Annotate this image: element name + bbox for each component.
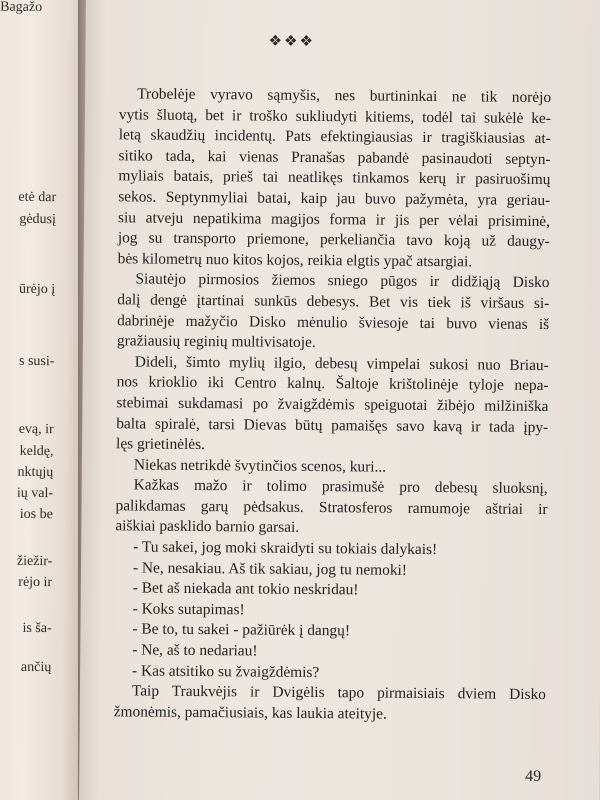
text-line: dalį dengė įtartinai sunkūs debesys. Bet vis tiek iš viršaus si-	[117, 291, 550, 312]
text-line: Niekas netrikdė švytinčios scenos, kuri...	[133, 456, 387, 476]
left-page-fragment: žiežir-	[16, 553, 53, 570]
text-line: myliais batais, prieš tai neatlikęs tinkamos kerų ir pasiruošimų	[118, 167, 551, 189]
text-line: - Tu sakei, jog moki skraidyti su tokiais dalykais!	[133, 538, 438, 559]
left-page-fragment: ūrėjo į	[18, 281, 56, 298]
text-line: palikdamas garų pėdsakus. Stratosferos ramumoje aštriai ir	[115, 497, 548, 518]
text-line: letą skaudžių incidentų. Pats efektingiausias ir tragiškiausias at-	[118, 126, 551, 148]
text-line: sitiko tada, kai vienas Pranašas pabandė pasinaudoti septyn-	[118, 147, 551, 168]
text-line: nos krioklio iki Centro kalnų. Šaltoje krištolinėje tyloje nepa-	[116, 373, 549, 395]
left-page-fragment: nktųjų	[17, 464, 54, 481]
text-line: - Koks sutapimas!	[132, 600, 245, 619]
text-line: balta spiralė, tarsi Dievas būtų pamaišęs savo kavą ir tada įpy-	[116, 414, 549, 436]
text-line: - Kas atsitiko su žvaigždėmis?	[132, 662, 320, 681]
left-page-fragment: keldę,	[19, 443, 54, 460]
left-page-fragment: ančių	[20, 659, 52, 676]
left-page-fragment: gėdusį	[19, 211, 57, 228]
text-line: gražiausių reginių multivisatoje.	[116, 332, 316, 352]
left-page-fragment: is ša-	[22, 620, 52, 637]
text-line: siu atveju nepatikima magijos forma ir jis per vėlai prisiminė,	[117, 208, 551, 230]
left-page-fragment: s susi-	[18, 353, 55, 370]
text-line: - Bet aš niekada ant tokio neskridau!	[132, 579, 359, 599]
left-page-fragment: evą, ir	[18, 421, 54, 438]
text-line: sekos. Septynmyliai batai, kaip jau buvo pažymėta, yra geriau-	[118, 188, 551, 210]
text-line: Trobelėje vyravo sąmyšis, nes burtininkai ne tik norėjo	[137, 85, 552, 107]
section-ornament: ❖❖❖	[268, 33, 316, 50]
left-page-fragment: etė dar	[18, 189, 57, 206]
text-line: - Be to, tu sakei - pažiūrėk į dangų!	[132, 620, 351, 640]
left-page-fragment: ios be	[19, 506, 53, 523]
text-line: žmonėmis, pamačiusiais, kas laukia ateityje.	[113, 703, 387, 723]
left-page-fragment: rėjo ir	[18, 574, 53, 591]
left-page-fragment: ių val-	[16, 485, 54, 502]
text-line: dabrinėje mažyčio Disko mėnulio šviesoje tai buvo vienas iš	[117, 311, 550, 333]
left-page	[0, 0, 88, 800]
text-line: Kažkas mažo ir tolimo prasimušė pro debesų sluoksnį,	[133, 476, 548, 498]
text-line: - Ne, nesakiau. Aš tik sakiau, jog tu nemoki!	[132, 559, 408, 579]
page-number: 49	[525, 767, 542, 786]
text-line: Dideli, šimto mylių ilgio, debesų vimpelai sukosi nuo Briau-	[134, 353, 549, 374]
text-line: bės kilometrų nuo kitos kojos, reikia elgtis ypač atsargiai.	[117, 250, 473, 271]
text-line: lęs grietinėlės.	[116, 435, 206, 454]
left-page-header: Bagažo	[0, 0, 43, 16]
text-line: Siautėjo pirmosios žiemos sniego pūgos ir didžiąją Disko	[135, 270, 550, 292]
text-line: aiškiai pasklido barnio garsai.	[115, 517, 300, 537]
page-text	[114, 84, 552, 726]
text-line: - Ne, aš to nedariau!	[132, 641, 258, 660]
right-page	[79, 0, 600, 800]
text-line: stebimai sukdamasi po žvaigždėmis speiguotai žibėjo milžiniška	[116, 394, 549, 415]
text-line: vytis šluotą, bet ir troško sukliudyti kitiems, todėl tai sukėlė ke-	[118, 105, 552, 127]
text-line: Taip Traukvėjis ir Dvigėlis tapo pirmaisiais dviem Disko	[131, 682, 546, 704]
text-line: jog su transporto priemone, perkeliančia tavo koją už daugy-	[117, 229, 550, 251]
